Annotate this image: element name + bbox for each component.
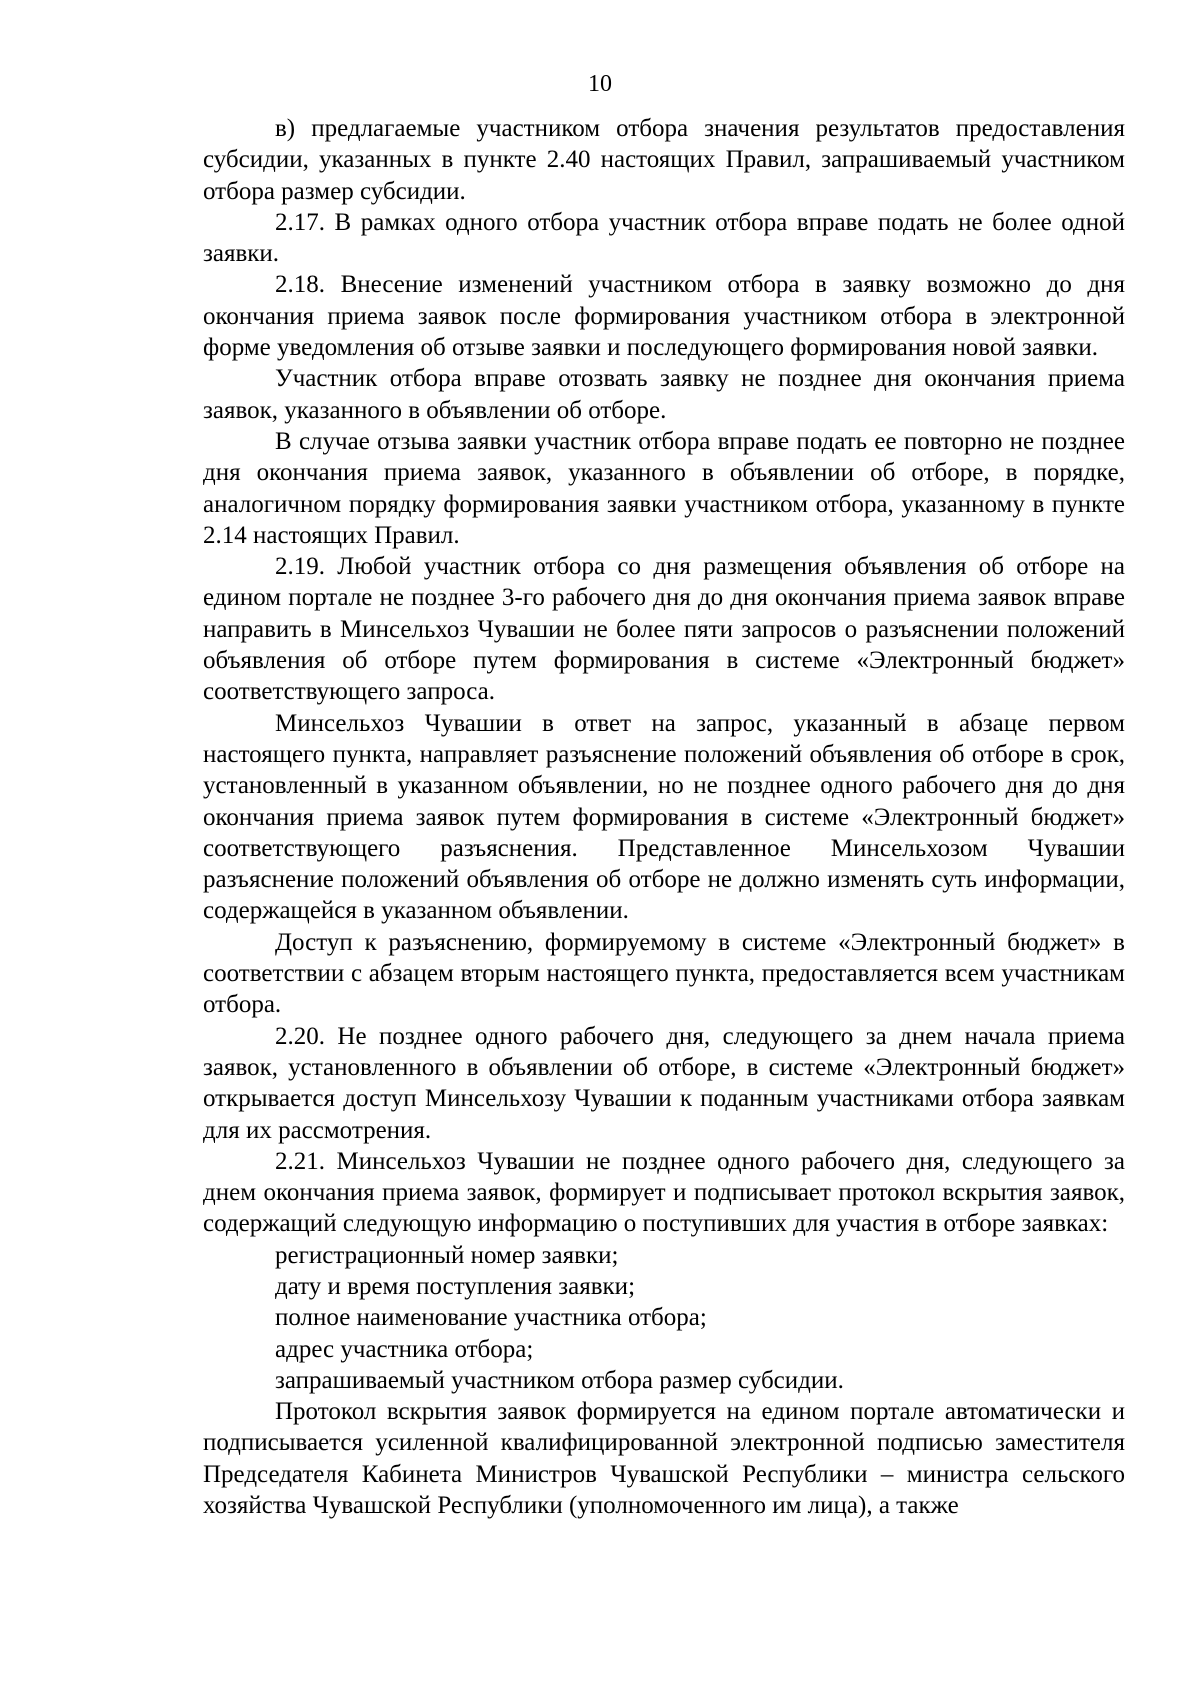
paragraph-opening-protocol: Протокол вскрытия заявок формируется на едином портале автоматически и подписывается усиленной квалифицированной электронной подписью заместителя Председателя Кабинета Министров Чувашской Республики – министра сельского хозяйства Чувашской Республики (уполномоченного им лица), а также [203,1398,1125,1520]
paragraph-2-18: 2.18. Внесение изменений участником отбора в заявку возможно до дня окончания приема заявок после формирования участником отбора в электронной форме уведомления об отзыве заявки и последующего формирования новой заявки. [203,271,1125,362]
paragraph-resubmit-application: В случае отзыва заявки участник отбора вправе подать ее повторно не позднее дня окончания приема заявок, указанного в объявлении об отборе, в порядке, аналогичном порядку формирования заявки участником отбора, указанному в пункте 2.14 настоящих Правил. [203,427,1125,549]
list-item-registration-number: регистрационный номер заявки; [275,1241,619,1269]
paragraph-2-21: 2.21. Минсельхоз Чувашии не позднее одного рабочего дня, следующего за днем окончания приема заявок, формирует и подписывает протокол вскрытия заявок, содержащий следующую информацию о поступивших для участия в отборе заявках: [203,1147,1125,1238]
list-item-participant-name: полное наименование участника отбора; [275,1304,707,1332]
paragraph-subsidy-results: в) предлагаемые участником отбора значения результатов предоставления субсидии, указанных в пункте 2.40 настоящих Правил, запрашиваемый участником отбора размер субсидии. [203,115,1125,205]
page-number: 10 [588,71,612,97]
paragraph-clarification-access: Доступ к разъяснению, формируемому в системе «Электронный бюджет» в соответствии с абзацем вторым настоящего пункта, предоставляется всем участникам отбора. [203,928,1125,1019]
list-item-participant-address: адрес участника отбора; [275,1335,534,1363]
paragraph-2-17: 2.17. В рамках одного отбора участник отбора вправе подать не более одной заявки. [203,208,1125,268]
paragraph-2-19: 2.19. Любой участник отбора со дня размещения объявления об отборе на едином портале не позднее 3-го рабочего дня до дня окончания приема заявок вправе направить в Минсельхоз Чувашии не более пяти запросов о разъяснении положений объявления об отборе путем формирования в системе «Электронный бюджет» соответствующего запроса. [203,553,1125,706]
paragraph-2-20: 2.20. Не позднее одного рабочего дня, следующего за днем начала приема заявок, установленного в объявлении об отборе, в системе «Электронный бюджет» открывается доступ Минсельхозу Чувашии к поданным участниками отбора заявкам для их рассмотрения. [203,1022,1125,1144]
paragraph-clarification-response: Минсельхоз Чувашии в ответ на запрос, указанный в абзаце первом настоящего пункта, направляет разъяснение положений объявления об отборе в срок, установленный в указанном объявлении, но не позднее одного рабочего дня до дня окончания приема заявок путем формирования в системе «Электронный бюджет» соответствующего разъяснения. Представленное Минсельхозом Чувашии разъяснение положений объявления об отборе не должно изменять суть информации, содержащейся в указанном объявлении. [203,709,1125,925]
list-item-receipt-datetime: дату и время поступления заявки; [275,1272,636,1300]
list-item-requested-subsidy: запрашиваемый участником отбора размер субсидии. [275,1366,844,1394]
paragraph-withdraw-application: Участник отбора вправе отозвать заявку не позднее дня окончания приема заявок, указанного в объявлении об отборе. [203,365,1125,424]
document-body [203,113,1125,1521]
